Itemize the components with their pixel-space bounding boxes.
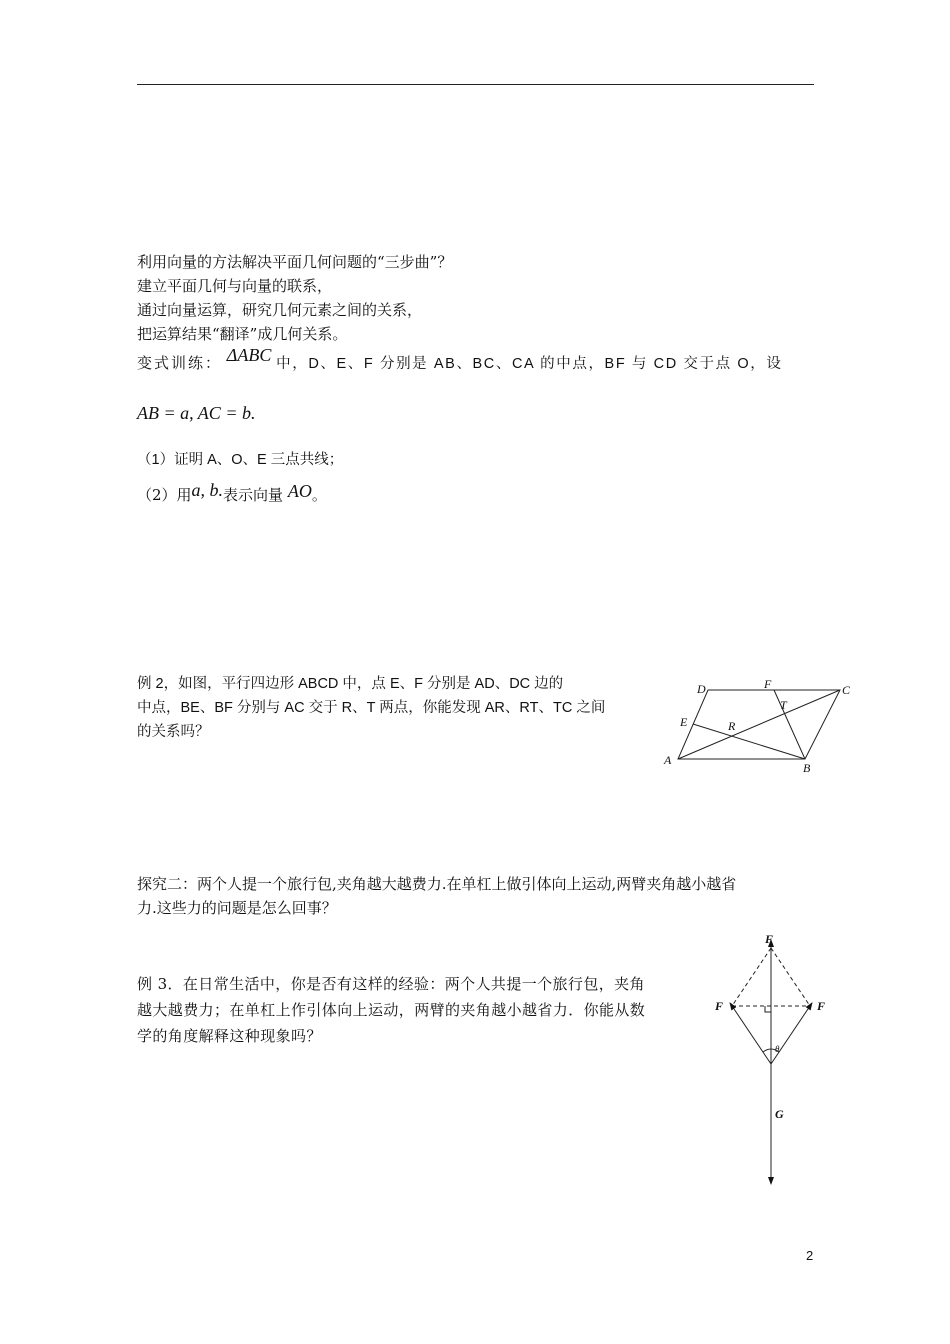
explore2-line-2: 力.这些力的问题是怎么回事？ — [137, 899, 337, 917]
example2-line-2: 中点，BE、BF 分别与 AC 交于 R、T 两点，你能发现 AR、RT、TC 之间 — [137, 700, 606, 716]
header-rule — [137, 84, 814, 85]
right-force-arrow — [771, 1003, 812, 1064]
dashed-left-upper — [732, 948, 771, 1006]
segment-bf — [774, 690, 805, 759]
variant-label: 变式训练： — [137, 354, 223, 372]
variant-q2 — [137, 480, 327, 505]
example2-line-1: 例 2，如图，平行四边形 ABCD 中，点 E、F 分别是 AD、DC 边的 — [137, 676, 564, 692]
example2-line-3: 的关系吗？ — [137, 724, 210, 740]
explore2-line-1: 探究二：两个人提一个旅行包,夹角越大越费力.在单杠上做引体向上运动,两臂夹角越小越省 — [137, 875, 737, 893]
label-g: G — [775, 1107, 784, 1121]
example3-line-3: 学的角度解释这种现象吗？ — [137, 1027, 322, 1045]
label-f: F — [764, 677, 772, 691]
label-f-left: F — [715, 999, 724, 1013]
label-r: R — [728, 719, 736, 733]
intro-step-3: 把运算结果“翻译”成几何关系。 — [137, 325, 348, 343]
intro-question: 利用向量的方法解决平面几何问题的“三步曲”？ — [137, 253, 453, 271]
variant-formula: AB = a, AC = b. — [137, 403, 256, 423]
q2-vars: a, b. — [191, 480, 224, 500]
label-b: B — [803, 761, 811, 775]
page-number: 2 — [806, 1248, 814, 1263]
variant-q1: （1）证明 A、O、E 三点共线； — [137, 452, 344, 468]
label-e: E — [680, 715, 688, 729]
dashed-right-upper — [771, 948, 810, 1006]
q2-prefix: （2）用 — [137, 486, 192, 504]
example3-line-2: 越大越费力；在单杠上作引体向上运动，两臂的夹角越小越省力．你能从数 — [137, 1001, 646, 1019]
example3-line-1: 例 3．在日常生活中，你是否有这样的经验：两个人共提一个旅行包，夹角 — [137, 975, 645, 993]
diagonal-ac — [678, 690, 840, 759]
label-f-right: F — [817, 999, 826, 1013]
variant-text: 中，D、E、F 分别是 AB、BC、CA 的中点，BF 与 CD 交于点 O，设 — [276, 356, 783, 372]
label-d: D — [697, 682, 706, 696]
intro-step-1: 建立平面几何与向量的联系， — [137, 277, 333, 295]
label-t: T — [780, 698, 787, 712]
label-theta: θ — [775, 1044, 780, 1054]
label-a: A — [664, 753, 672, 767]
right-angle-mark — [765, 1006, 771, 1012]
label-c: C — [842, 683, 851, 697]
q2-vector: AO — [287, 481, 312, 501]
variant-line — [137, 345, 814, 374]
force-diagram — [705, 928, 835, 1190]
q2-end: 。 — [311, 486, 327, 504]
triangle-abc: ΔABC — [226, 345, 272, 365]
parallelogram-figure — [660, 676, 860, 778]
q2-mid: 表示向量 — [223, 486, 284, 504]
intro-step-2: 通过向量运算，研究几何元素之间的关系， — [137, 301, 423, 319]
label-f-top: F — [765, 932, 774, 946]
